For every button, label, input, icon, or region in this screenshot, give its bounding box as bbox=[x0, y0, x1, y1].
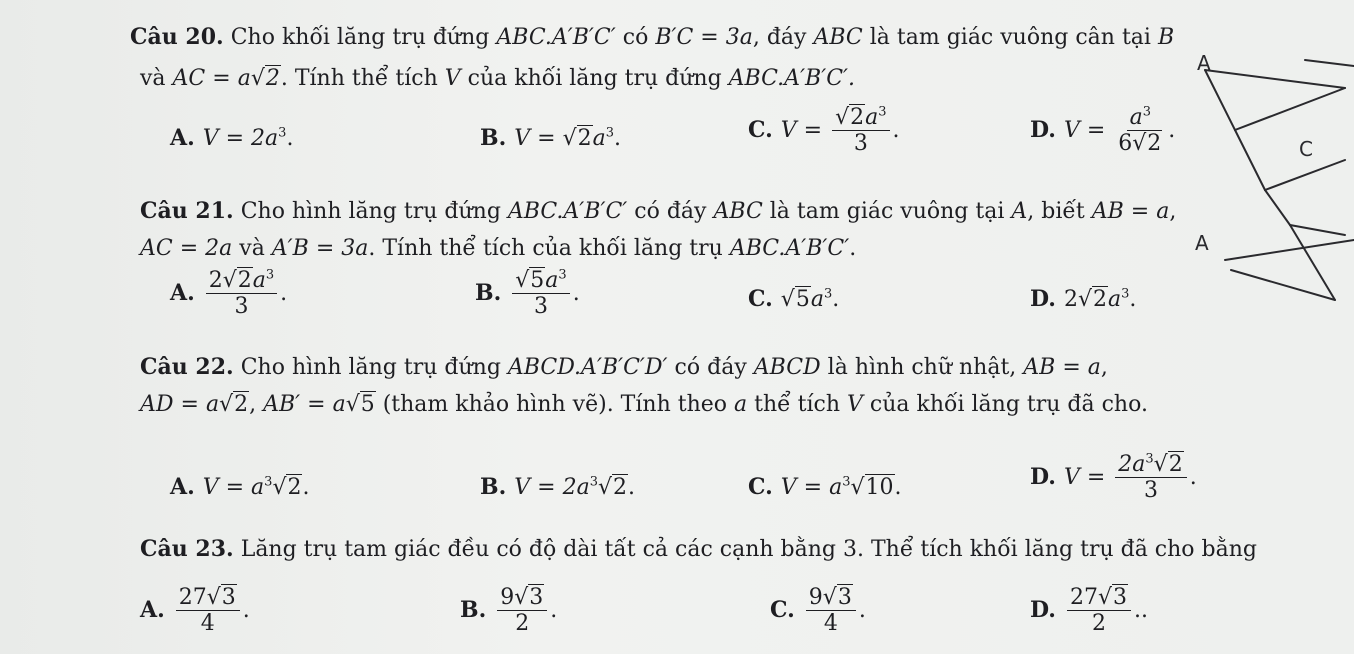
question-text: của khối lăng trụ đã cho. bbox=[862, 392, 1148, 417]
fraction: $\frac{a^3}{6√2}$ bbox=[1118, 104, 1162, 157]
math-condition: AB = a bbox=[1091, 199, 1170, 224]
option-20-d[interactable]: D. V = $\frac{a^3}{6√2}$ . bbox=[1030, 104, 1176, 157]
question-text: là tam giác vuông tại bbox=[762, 199, 1012, 224]
option-20-a[interactable]: A. $V = 2a^3$. bbox=[170, 125, 294, 151]
option-21-a[interactable]: A. $\frac{2√2a^3}{3}$ . bbox=[170, 267, 288, 320]
question-text: có bbox=[615, 25, 656, 50]
option-20-b[interactable]: B. $V = √2a^3$. bbox=[480, 125, 622, 151]
math-vertex: A bbox=[1011, 199, 1028, 224]
option-20-c[interactable]: C. V = $\frac{√2a^3}{3}$ . bbox=[748, 104, 900, 157]
fraction: $\frac{27√3}{2}$ bbox=[1067, 585, 1131, 637]
math-condition: AC = 2a bbox=[140, 236, 233, 261]
fraction: $\frac{√5a^3}{3}$ bbox=[512, 268, 569, 320]
question-text: , biết bbox=[1027, 199, 1092, 224]
fraction: $\frac{27√3}{4}$ bbox=[176, 585, 240, 637]
option-23-b[interactable]: B. $\frac{9√3}{2}$ . bbox=[460, 585, 558, 637]
sqrt: √2 bbox=[250, 66, 280, 91]
option-23-c[interactable]: C. $\frac{9√3}{4}$ . bbox=[770, 585, 866, 637]
fraction: $\frac{√2a^3}{3}$ bbox=[832, 105, 889, 157]
question-text: là tam giác vuông cân tại bbox=[862, 25, 1158, 50]
option-22-c[interactable]: C. $V = a^3√10$. bbox=[748, 474, 902, 500]
option-22-a[interactable]: A. $V = a^3√2$. bbox=[170, 474, 310, 500]
sketch-label-c: C bbox=[1299, 137, 1313, 161]
math-condition: AD = a bbox=[140, 392, 220, 417]
math-prism: ABC.A′B′C′ bbox=[496, 25, 616, 50]
sketch-label-a2: A bbox=[1195, 231, 1209, 255]
math-condition: B′C = 3a bbox=[655, 25, 753, 50]
question-20-line-2 bbox=[140, 66, 855, 92]
math-var: V bbox=[444, 66, 461, 91]
question-text: Cho khối lăng trụ đứng bbox=[230, 25, 497, 50]
math-prism: ABCD.A′B′C′D′ bbox=[507, 355, 668, 380]
sketch-label-a: A bbox=[1197, 51, 1211, 75]
fraction: $\frac{9√3}{2}$ bbox=[497, 585, 547, 637]
math-var: V bbox=[847, 392, 863, 417]
question-22-line-1: Câu 22. Cho hình lăng trụ đứng ABCD.A′B′C′D′ có đáy ABCD là hình chữ nhật, AB = a, bbox=[140, 354, 1108, 380]
option-22-b[interactable]: B. $V = 2a^3√2$. bbox=[480, 474, 635, 500]
option-21-d[interactable]: D. $2√2a^3$. bbox=[1030, 286, 1137, 312]
question-text: là hình chữ nhật, bbox=[820, 355, 1024, 380]
fraction: $\frac{2√2a^3}{3}$ bbox=[206, 268, 277, 320]
option-21-c[interactable]: C. $√5a^3$. bbox=[748, 286, 840, 312]
math-prism: ABC.A′B′C′ bbox=[729, 236, 850, 261]
question-label: Câu 23. bbox=[140, 536, 234, 562]
option-22-d[interactable]: D. V = $\frac{2a^3√2}{3}$ . bbox=[1030, 451, 1197, 504]
question-text: Lăng trụ tam giác đều có độ dài tất cả các cạnh bằng 3. Thể tích khối lăng trụ đã cho bằng bbox=[240, 537, 1257, 562]
math-condition: AB = a bbox=[1023, 355, 1101, 380]
question-text: . Tính thể tích của khối lăng trụ bbox=[368, 236, 730, 261]
question-23-line-1 bbox=[140, 536, 1257, 563]
question-text: và bbox=[232, 236, 272, 261]
math-base: ABC bbox=[813, 25, 863, 50]
question-label: Câu 22. bbox=[140, 354, 234, 380]
question-text: có đáy bbox=[667, 355, 754, 380]
math-condition: A′B = 3a bbox=[271, 236, 369, 261]
question-text: Cho hình lăng trụ đứng bbox=[240, 355, 508, 380]
math-prism: ABC.A′B′C′. bbox=[728, 66, 856, 91]
question-text: (tham khảo hình vẽ). Tính theo bbox=[375, 392, 734, 417]
question-21-line-1: Câu 21. Cho hình lăng trụ đứng ABC.A′B′C′ có đáy ABC là tam giác vuông tại A, biết AB = a, bbox=[140, 198, 1177, 224]
question-text: . Tính thể tích bbox=[280, 66, 445, 91]
question-text: của khối lăng trụ đứng bbox=[460, 66, 729, 91]
question-text: có đáy bbox=[627, 199, 714, 224]
math-base: ABC bbox=[713, 199, 763, 224]
math-base: ABCD bbox=[753, 355, 821, 380]
question-text: , đáy bbox=[752, 25, 814, 50]
math-prism: ABC.A′B′C′ bbox=[507, 199, 628, 224]
option-23-a[interactable]: A. $\frac{27√3}{4}$ . bbox=[140, 585, 250, 637]
fraction: $\frac{2a^3√2}{3}$ bbox=[1115, 452, 1186, 504]
option-21-b[interactable]: B. $\frac{√5a^3}{3}$ . bbox=[475, 267, 580, 320]
question-22-line-2: AD = a√2, AB′ = a√5 (tham khảo hình vẽ). Tính theo a thể tích V của khối lăng trụ đã cho. bbox=[140, 392, 1148, 417]
math-condition: AC = a bbox=[172, 66, 251, 91]
fraction: $\frac{9√3}{4}$ bbox=[806, 585, 856, 637]
question-text: và bbox=[140, 66, 173, 91]
handwritten-prism-sketch bbox=[1175, 30, 1354, 330]
math-condition: AB′ = a bbox=[263, 392, 346, 417]
question-text: Cho hình lăng trụ đứng bbox=[240, 199, 508, 224]
math-vertex: B bbox=[1157, 25, 1175, 50]
question-label: Câu 21. bbox=[140, 198, 234, 224]
question-text: thể tích bbox=[747, 392, 848, 417]
option-23-d[interactable]: D. $\frac{27√3}{2}$ .. bbox=[1030, 585, 1148, 637]
question-21-line-2: AC = 2a và A′B = 3a. Tính thể tích của khối lăng trụ ABC.A′B′C′. bbox=[140, 236, 857, 261]
question-20-line-1 bbox=[130, 24, 1174, 51]
question-label: Câu 20. bbox=[130, 24, 224, 50]
